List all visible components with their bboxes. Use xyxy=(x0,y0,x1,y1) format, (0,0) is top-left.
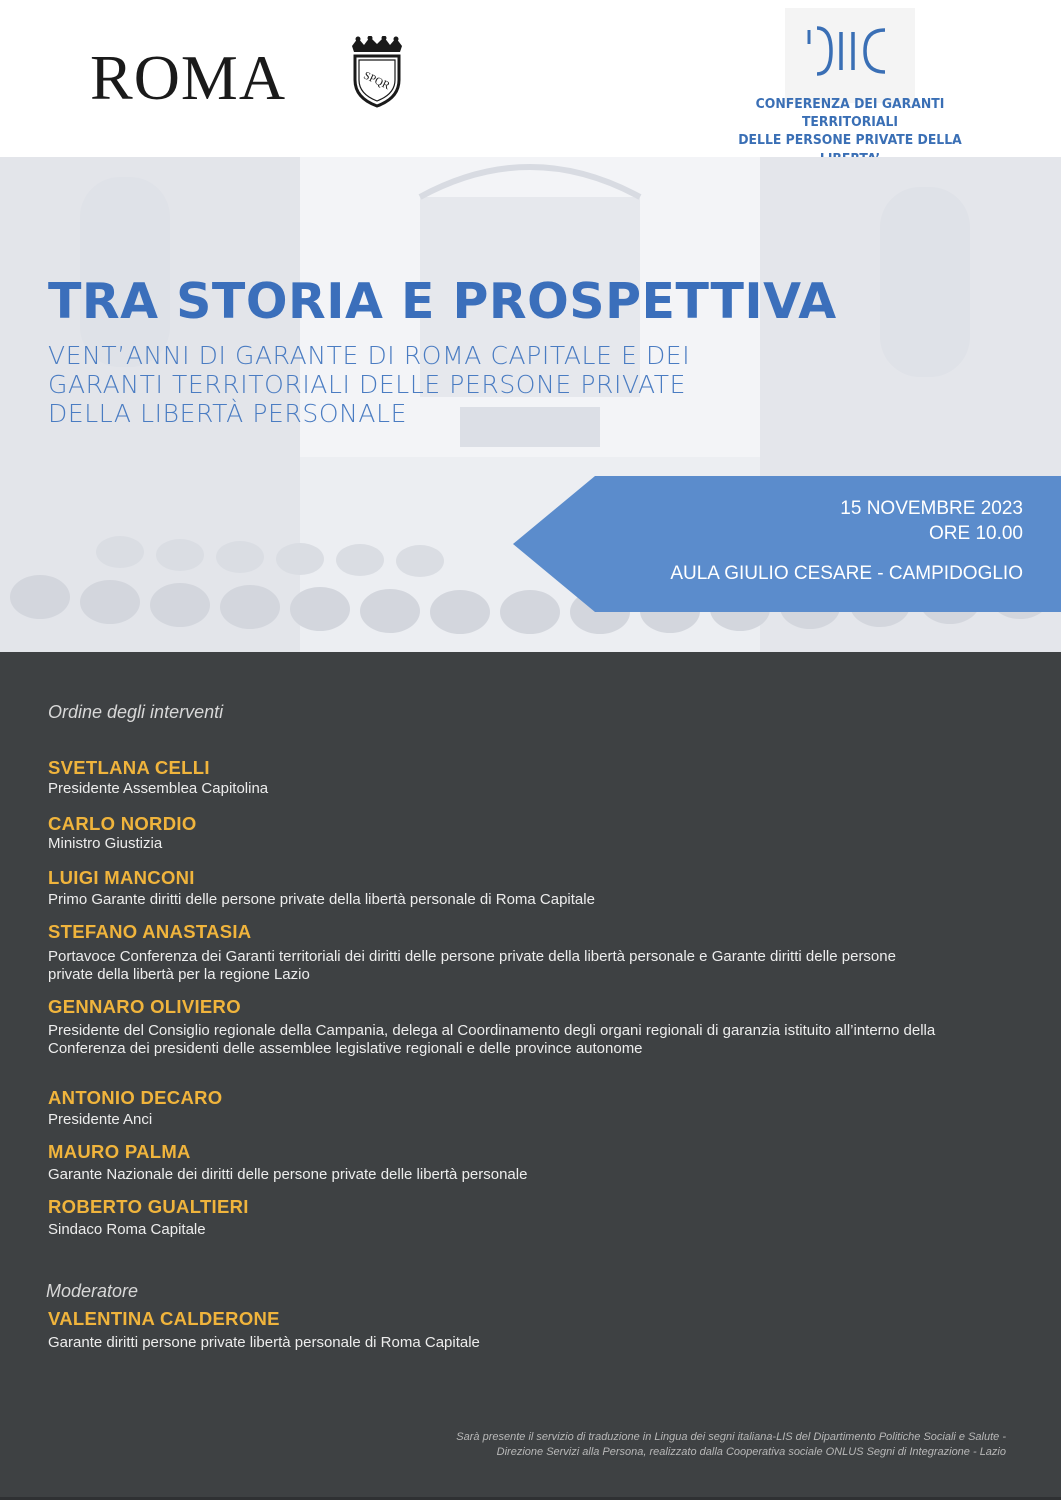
roma-wordmark: ROMA xyxy=(90,42,287,113)
event-title: TRA STORIA E PROSPETTIVA xyxy=(48,273,837,330)
speaker-role: Portavoce Conferenza dei Garanti territoriali dei diritti delle persone private della libertà personale e Garante diritti delle persone private della libertà per la regione Lazio xyxy=(48,948,896,983)
speaker-name: SVETLANA CELLI xyxy=(48,757,210,778)
moderator-label: Moderatore xyxy=(46,1281,139,1301)
speaker-name: GENNARO OLIVIERO xyxy=(48,996,241,1017)
crest-text: SPQR xyxy=(361,69,392,93)
subtitle-line: VENT’ANNI DI GARANTE DI ROMA CAPITALE E DEI xyxy=(48,341,691,370)
event-date: 15 NOVEMBRE 2023 xyxy=(840,498,1023,519)
header xyxy=(0,0,1061,157)
speaker-name: STEFANO ANASTASIA xyxy=(48,921,252,942)
speaker-name: MAURO PALMA xyxy=(48,1141,191,1162)
moderator-name: VALENTINA CALDERONE xyxy=(48,1308,280,1329)
event-venue: AULA GIULIO CESARE - CAMPIDOGLIO xyxy=(670,563,1023,584)
speaker-name: CARLO NORDIO xyxy=(48,813,197,834)
speaker-role: Garante Nazionale dei diritti delle persone private delle libertà personale xyxy=(48,1166,528,1183)
speaker-role: Presidente Assemblea Capitolina xyxy=(48,780,269,797)
org-name-line2: DELLE PERSONE PRIVATE DELLA xyxy=(738,132,962,149)
program-heading: Ordine degli interventi xyxy=(48,702,224,722)
note-line: Direzione Servizi alla Persona, realizzato dalla Cooperativa sociale ONLUS Segni di Integrazione - Lazio xyxy=(496,1446,1006,1459)
speaker-role: Primo Garante diritti delle persone private della libertà personale di Roma Capitale xyxy=(48,891,595,908)
subtitle-line: GARANTI TERRITORIALI DELLE PERSONE PRIVATE xyxy=(48,370,687,399)
moderator-role: Garante diritti persone private libertà personale di Roma Capitale xyxy=(48,1334,480,1351)
event-subtitle xyxy=(48,341,868,428)
note-line: Sarà presente il servizio di traduzione in Lingua dei segni italiana-LIS del Dipartimento Politiche Sociali e Salute - xyxy=(456,1431,1006,1443)
speaker-role: Presidente Anci xyxy=(48,1111,153,1128)
event-date-time xyxy=(840,497,1023,546)
speaker-role: Presidente del Consiglio regionale della Campania, delega al Coordinamento degli organi regionali di garanzia istituito all’interno della Conferenza dei presidenti delle assemblee legislative regionali e delle province autonome xyxy=(48,1022,936,1057)
speaker-name: ANTONIO DECARO xyxy=(48,1087,223,1108)
speaker-name: LUIGI MANCONI xyxy=(48,867,195,888)
roma-crest-icon xyxy=(346,36,408,108)
speaker-role: Sindaco Roma Capitale xyxy=(48,1221,206,1238)
event-time: ORE 10.00 xyxy=(929,522,1023,544)
org-logo-icon xyxy=(803,20,895,82)
subtitle-line: DELLA LIBERTÀ PERSONALE xyxy=(48,399,408,428)
sign-language-note xyxy=(246,1430,1006,1461)
speaker-name: ROBERTO GUALTIERI xyxy=(48,1196,249,1217)
speaker-role: Ministro Giustizia xyxy=(48,835,163,852)
org-name-line1: CONFERENZA DEI GARANTI TERRITORIALI xyxy=(755,96,945,131)
